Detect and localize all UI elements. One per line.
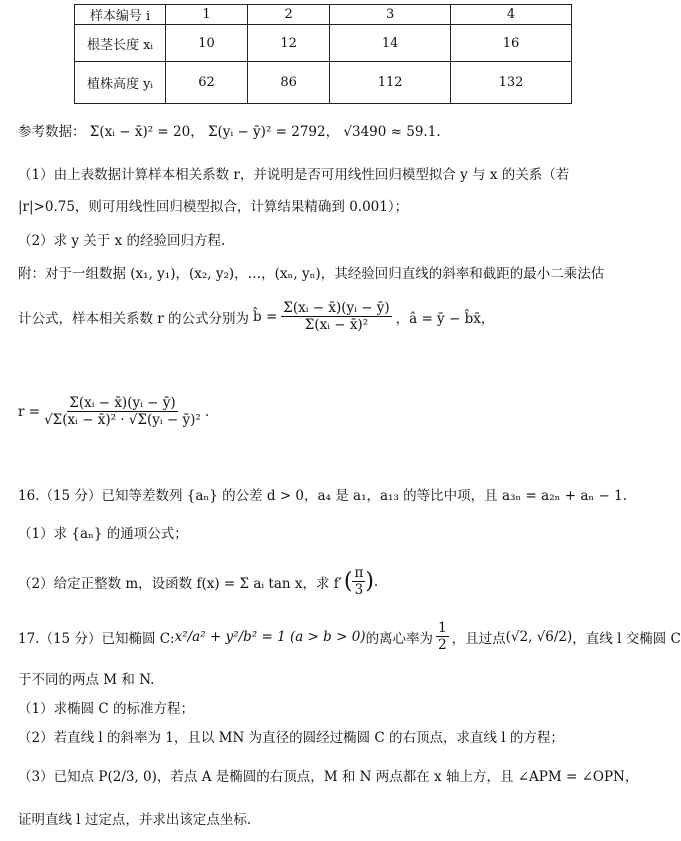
q17-stem-mid2: ，且过点 [451,630,506,647]
q17-stem-prefix: 17.（15 分）已知椭圆 C: [18,630,175,647]
table-cell: 12 [248,25,330,62]
formula-r-end: . [204,403,210,420]
formula-r-numerator: Σ(xᵢ − x̄)(yᵢ − ȳ) [69,395,176,411]
q17-eccentricity [436,620,449,653]
q17-ellipse-equation: x²/a² + y²/b² = 1 (a > b > 0) [174,628,366,645]
formula-r-denominator: √Σ(xᵢ − x̄)² · √Σ(yᵢ − ȳ)² [44,412,201,428]
table-cell: 14 [330,25,451,62]
q16-part2: （2）给定正整数 m，设函数 f(x) = Σ aᵢ tan x，求 f′ ( $\frac{\pi}{3}$ ) . [18,565,379,598]
q15-note-line2 [18,300,494,333]
q16-part2-prefix: （2）给定正整数 m，设函数 f(x) = Σ aᵢ tan x，求 f′ [18,575,342,592]
q15-note-line1: 附：对于一组数据 (x₁, y₁)，(x₂, y₂)，…，(xₙ, yₙ)，其经验回归直线的斜率和截距的最小二乘法估 [18,266,605,282]
formula-b-fraction [281,300,391,333]
q17-ecc-den: 2 [438,637,447,653]
q15-part1: （1）由上表数据计算样本相关系数 r，并说明是否可用线性回归模型拟合 y 与 x 的关系（若 [18,167,570,183]
row-label-plant-height: 植株高度 yᵢ [75,62,166,104]
q16-frac-den: 3 [354,582,364,598]
formula-b-lhs: b̂ = [253,308,278,325]
q16-frac-num: π [354,565,364,581]
q17-part3 [18,765,638,785]
q17-stem [18,620,681,653]
table-header-cell: 样本编号 i [75,5,166,25]
q17-part3-prefix: （3）已知点 P [18,769,108,785]
formula-b-denominator: Σ(xᵢ − x̄)² [304,317,369,333]
table-cell: 10 [166,25,248,62]
formula-a: ，â = ȳ − b̂x̄， [395,310,495,327]
q15-note-prefix: 计公式，样本相关系数 r 的公式分别为 [18,310,250,327]
q17-point: (√2, √6/2) [505,628,573,645]
q17-part3-line2: 证明直线 l 过定点，并求出该定点坐标. [18,812,252,828]
table-header-cell: 4 [451,5,572,25]
q16-part2-end: . [373,573,379,590]
q17-stem-mid: 的离心率为 [365,630,434,647]
reference-sqrt: √3490 ≈ 59.1. [343,124,441,140]
sample-data-table [74,4,572,104]
q16-part1: （1）求 {aₙ} 的通项公式； [18,526,188,542]
q17-point-p: (2/3, 0) [107,769,157,785]
q16-stem: 16.（15 分）已知等差数列 {aₙ} 的公差 d > 0，a₄ 是 a₁，a₁₃ 的等比中项，且 a₃ₙ = a₂ₙ + aₙ − 1. [18,488,628,504]
table-header-cell: 2 [248,5,330,25]
q15-part2: （2）求 y 关于 x 的经验回归方程. [18,233,226,249]
q17-ecc-num: 1 [438,620,447,636]
q17-stem-end: ，直线 l 交椭圆 C [572,630,681,647]
table-cell: 62 [166,62,248,104]
table-cell: 132 [451,62,572,104]
table-cell: 112 [330,62,451,104]
table-header-cell: 1 [166,5,248,25]
table-cell: 16 [451,25,572,62]
q17-stem-line2: 于不同的两点 M 和 N. [18,672,155,688]
formula-r-fraction [44,395,201,428]
table-cell: 86 [248,62,330,104]
formula-r [18,395,209,428]
reference-sum-y: Σ(yᵢ − ȳ)² = 2792 [208,124,326,140]
table-header-cell: 3 [330,5,451,25]
q17-part3-rest: ，若点 A 是椭圆的右顶点，M 和 N 两点都在 x 轴上方，且 ∠APM = ∠OPN， [156,769,639,785]
formula-b-numerator: Σ(xᵢ − x̄)(yᵢ − ȳ) [283,300,390,316]
formula-r-lhs: r = [18,403,41,420]
q17-part2: （2）若直线 l 的斜率为 1，且以 MN 为直径的圆经过椭圆 C 的右顶点，求直线 l 的方程； [18,730,564,746]
reference-data: 参考数据： Σ(xᵢ − x̄)² = 20， Σ(yᵢ − ȳ)² = 2792， √3490 ≈ 59.1. [18,124,441,140]
reference-label: 参考数据： [18,124,86,140]
q17-part1: （1）求椭圆 C 的标准方程； [18,701,195,717]
q16-pi-over-3 [352,565,365,598]
q15-part1-condition: |r|>0.75，则可用线性回归模型拟合，计算结果精确到 0.001）； [18,199,409,215]
row-label-root-length: 根茎长度 xᵢ [75,25,166,62]
reference-sum-x: Σ(xᵢ − x̄)² = 20 [89,124,191,140]
